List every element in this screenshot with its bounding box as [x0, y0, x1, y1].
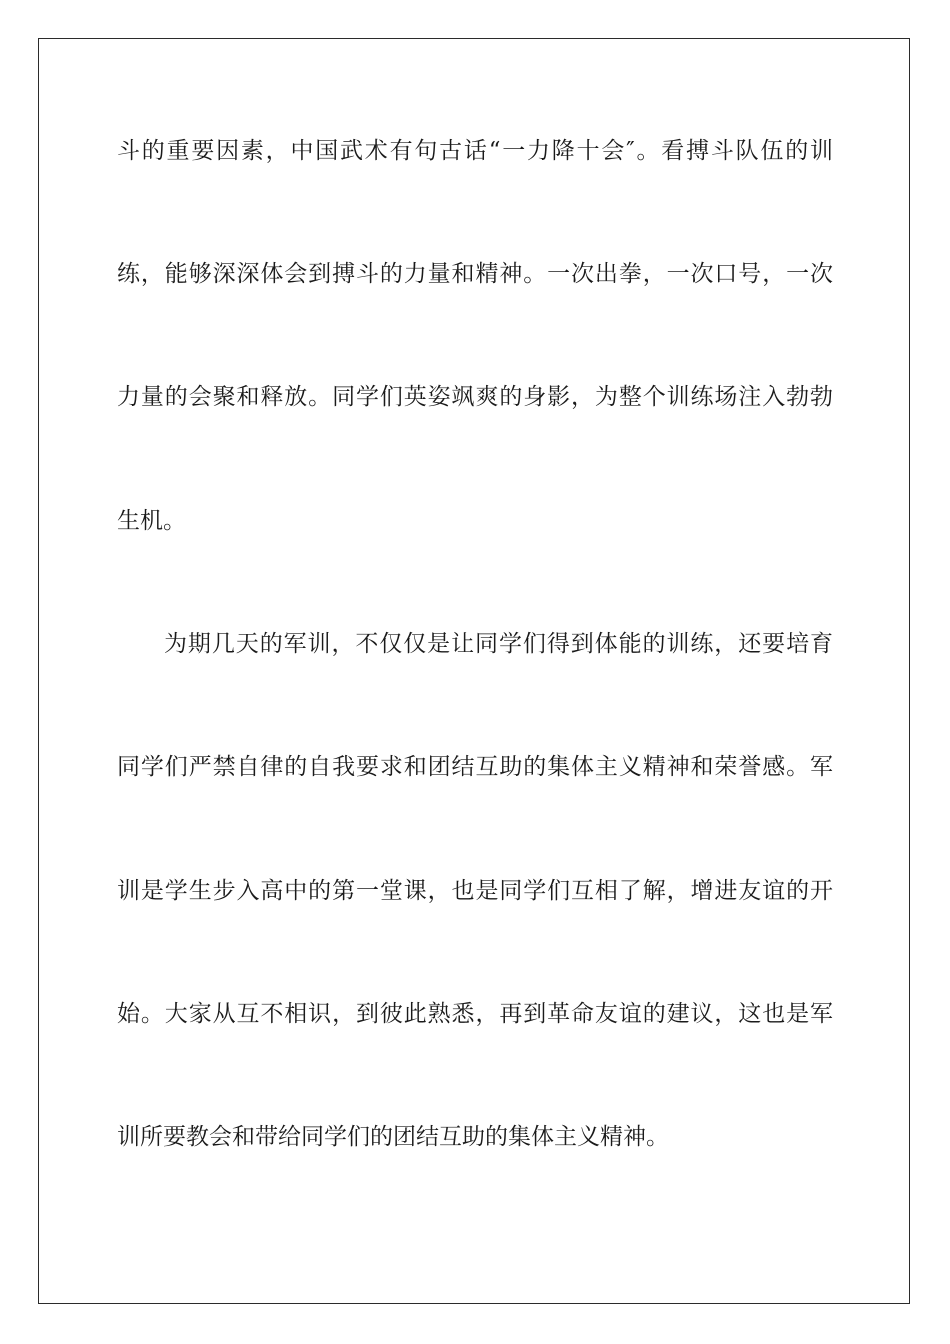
- paragraph-2-line-4: 始。大家从互不相识，到彼此熟悉，再到革命友谊的建议，这也是军: [117, 1001, 833, 1027]
- paragraph-1-line-2: 练，能够深深体会到搏斗的力量和精神。一次出拳，一次口号，一次: [117, 261, 833, 287]
- paragraph-1-line-4: 生机。: [117, 508, 186, 534]
- paragraph-2-line-2: 同学们严禁自律的自我要求和团结互助的集体主义精神和荣誉感。军: [117, 754, 833, 780]
- paragraph-1-line-1: 斗的重要因素，中国武术有句古话“一力降十会″。看搏斗队伍的训: [117, 138, 833, 164]
- paragraph-2-line-3: 训是学生步入高中的第一堂课，也是同学们互相了解，增进友谊的开: [117, 878, 833, 904]
- paragraph-1-line-3: 力量的会聚和释放。同学们英姿飒爽的身影，为整个训练场注入勃勃: [117, 384, 833, 410]
- paragraph-2-line-5: 训所要教会和带给同学们的团结互助的集体主义精神。: [117, 1124, 669, 1150]
- paragraph-2-line-1: 为期几天的军训，不仅仅是让同学们得到体能的训练，还要培育: [164, 631, 833, 657]
- page-border: [38, 38, 910, 1304]
